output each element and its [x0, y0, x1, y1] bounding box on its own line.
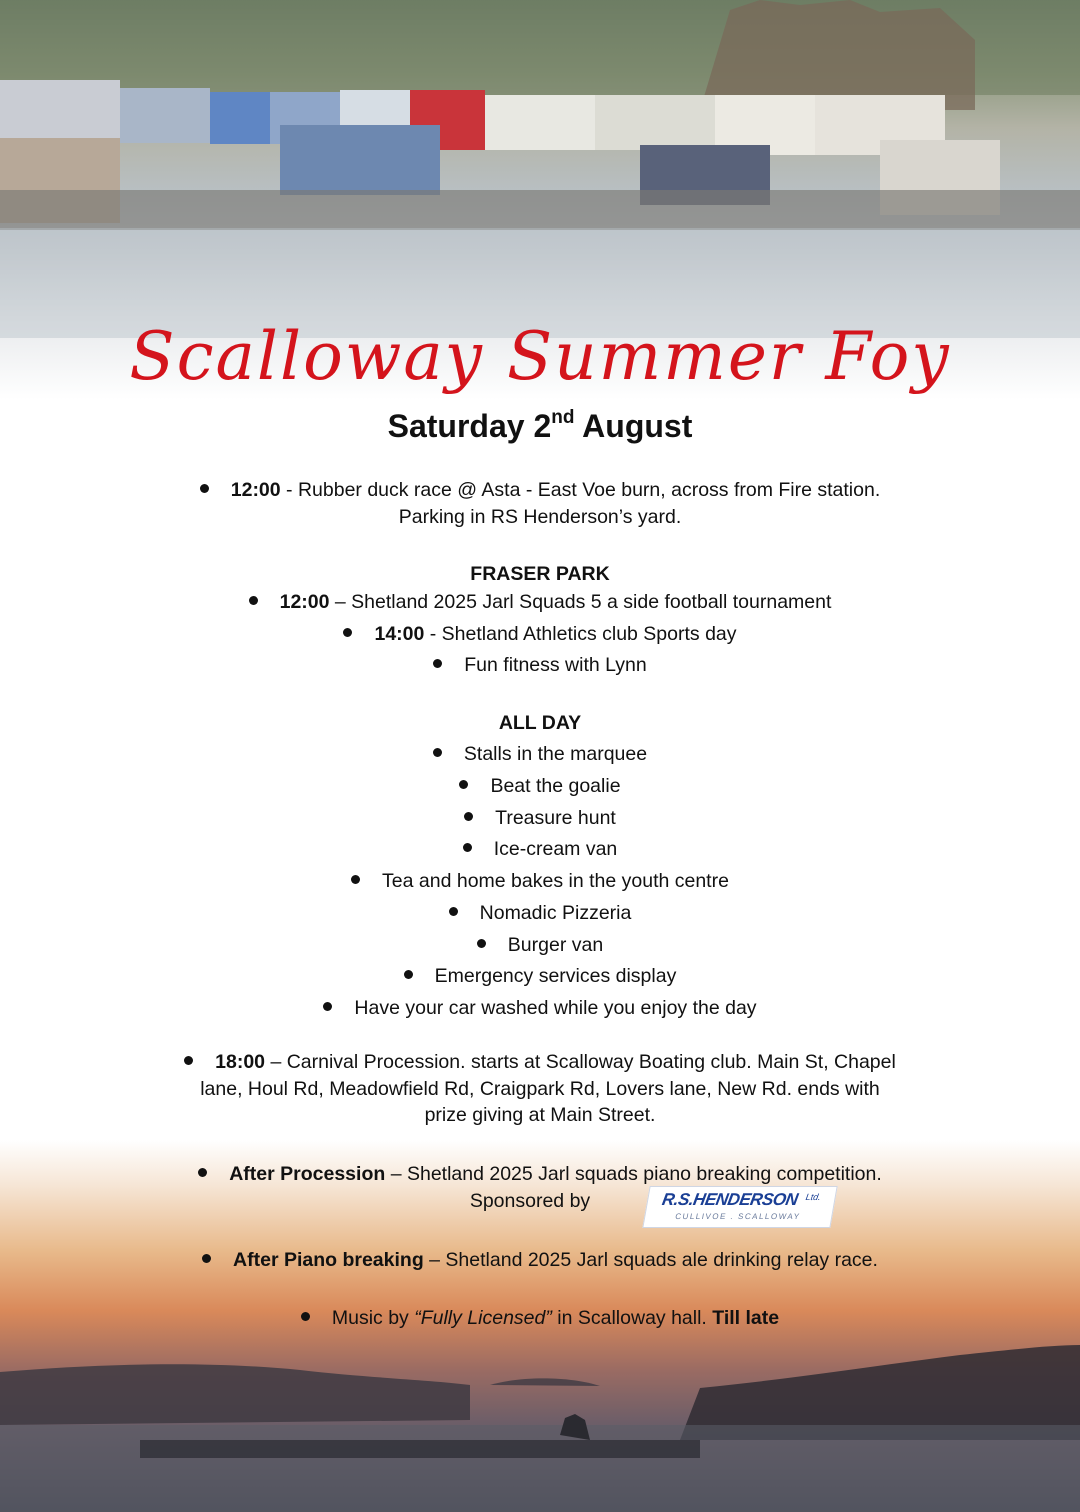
rs-henderson-logo	[642, 1186, 837, 1228]
procession-time: 18:00	[215, 1051, 266, 1073]
procession-text: – Carnival Procession. starts at Scalloway Boating club. Main St, Chapel	[265, 1051, 896, 1073]
bullet-icon	[433, 659, 442, 668]
bullet-icon	[464, 812, 473, 821]
date-suffix: nd	[551, 407, 575, 429]
fraser-park-item	[0, 652, 1080, 679]
fraser-park-item	[0, 589, 1080, 616]
fraser-park-item-text: – Shetland 2025 Jarl Squads 5 a side football tournament	[329, 591, 832, 613]
all-day-item-text: Burger van	[507, 934, 604, 956]
bullet-icon	[200, 484, 209, 493]
fraser-park-item-time: 12:00	[279, 591, 330, 613]
all-day-item-text: Treasure hunt	[495, 807, 616, 829]
all-day-item	[0, 836, 1080, 863]
bullet-icon	[343, 628, 352, 637]
all-day-item-text: Nomadic Pizzeria	[479, 902, 632, 924]
all-day-heading: ALL DAY	[498, 712, 582, 734]
bullet-icon	[404, 970, 413, 979]
event-date	[0, 408, 1080, 445]
after-procession-text: – Shetland 2025 Jarl squads piano breaking competition.	[385, 1163, 882, 1185]
duck-race-item	[0, 477, 1080, 504]
bullet-icon	[463, 843, 472, 852]
all-day-item-text: Have your car washed while you enjoy the day	[354, 997, 757, 1019]
duck-race-text: - Rubber duck race @ Asta - East Voe burn, across from Fire station.	[280, 479, 881, 501]
bullet-icon	[459, 780, 468, 789]
procession-route: lane, Houl Rd, Meadowfield Rd, Craigpark Rd, Lovers lane, New Rd. ends with	[200, 1078, 880, 1100]
all-day-item	[0, 805, 1080, 832]
date-month: August	[582, 408, 693, 444]
fraser-park-item-text: - Shetland Athletics club Sports day	[424, 623, 737, 645]
sponsor-places: CULLIVOE . SCALLOWAY	[674, 1212, 802, 1221]
after-piano-text: – Shetland 2025 Jarl squads ale drinking relay race.	[423, 1249, 878, 1271]
procession-item	[0, 1049, 1080, 1076]
bullet-icon	[184, 1056, 193, 1065]
all-day-item	[0, 868, 1080, 895]
fraser-park-item	[0, 621, 1080, 648]
music-end-time: Till late	[712, 1307, 780, 1329]
sponsor-suffix: Ltd.	[804, 1192, 822, 1202]
music-prefix: Music by	[331, 1307, 415, 1329]
after-piano-item	[0, 1247, 1080, 1274]
all-day-item	[0, 900, 1080, 927]
bullet-icon	[351, 875, 360, 884]
all-day-item-text: Tea and home bakes in the youth centre	[382, 870, 729, 892]
date-day: Saturday 2	[387, 408, 552, 444]
fraser-park-item-text: Fun fitness with Lynn	[464, 654, 647, 676]
sponsor-name: R.S.HENDERSON	[660, 1190, 800, 1209]
poster-title: Scalloway Summer Foy	[129, 318, 951, 395]
bullet-icon	[202, 1254, 211, 1263]
bullet-icon	[477, 939, 486, 948]
procession-end: prize giving at Main Street.	[424, 1104, 656, 1126]
fraser-park-heading: FRASER PARK	[470, 563, 610, 585]
bullet-icon	[198, 1168, 207, 1177]
all-day-item-text: Beat the goalie	[490, 775, 621, 797]
after-piano-label: After Piano breaking	[233, 1249, 424, 1271]
bullet-icon	[249, 596, 258, 605]
bullet-icon	[301, 1312, 310, 1321]
duck-race-time: 12:00	[230, 479, 281, 501]
all-day-item	[0, 741, 1080, 768]
all-day-item	[0, 995, 1080, 1022]
sponsored-by-label: Sponsored by	[469, 1190, 591, 1212]
all-day-item-text: Ice-cream van	[493, 838, 618, 860]
band-name: “Fully Licensed”	[414, 1307, 552, 1329]
bullet-icon	[433, 748, 442, 757]
all-day-item	[0, 963, 1080, 990]
bullet-icon	[449, 907, 458, 916]
music-venue: in Scalloway hall.	[551, 1307, 713, 1329]
after-procession-label: After Procession	[229, 1163, 386, 1185]
all-day-item-text: Emergency services display	[434, 965, 677, 987]
bullet-icon	[323, 1002, 332, 1011]
duck-race-parking: Parking in RS Henderson’s yard.	[398, 506, 682, 528]
music-item	[0, 1305, 1080, 1332]
all-day-item	[0, 773, 1080, 800]
fraser-park-item-time: 14:00	[374, 623, 425, 645]
after-procession-item	[0, 1161, 1080, 1188]
all-day-item-text: Stalls in the marquee	[463, 743, 648, 765]
all-day-item	[0, 932, 1080, 959]
